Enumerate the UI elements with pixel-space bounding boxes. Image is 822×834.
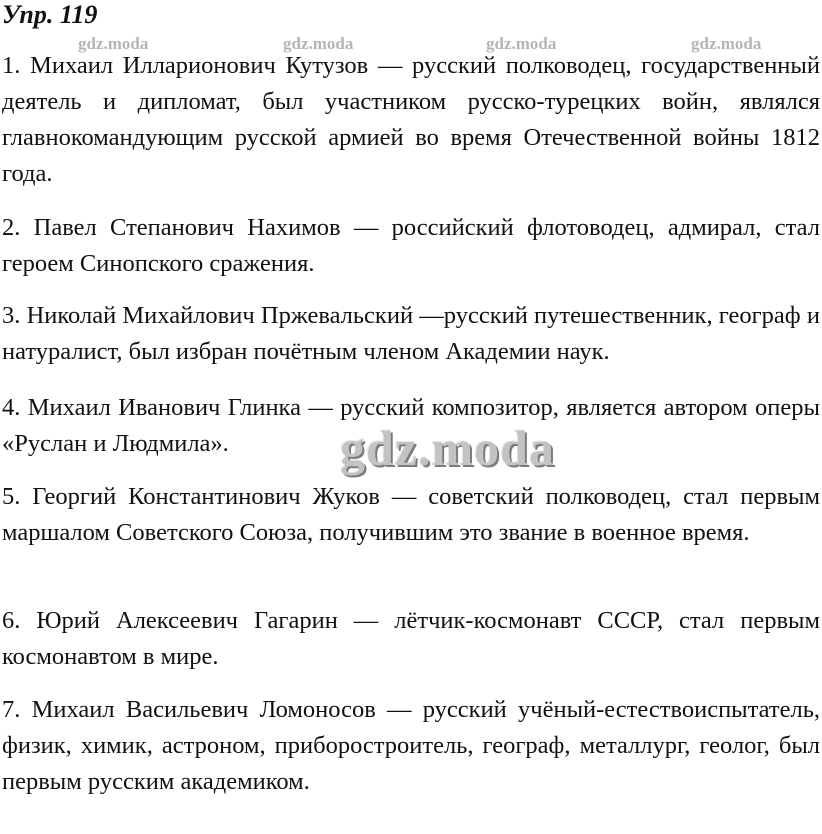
watermark-large: gdz.moda	[340, 420, 555, 476]
paragraph-glinka: 4. Михаил Иванович Глинка — русский композитор, является автором оперы «Руслан и Людмила».	[2, 394, 820, 457]
paragraph-gagarin: 6. Юрий Алексеевич Гагарин — лётчик-космонавт СССР, стал первым космонавтом в мире.	[2, 607, 820, 670]
exercise-title: Упр. 119	[2, 0, 98, 29]
paragraph-lomonosov: 7. Михаил Васильевич Ломоносов — русский учёный-естествоиспытатель, физик, химик, астроном, приборостроитель, географ, металлург, геолог, был первым русским академиком.	[2, 696, 820, 795]
watermark-small: gdz.moda	[283, 34, 354, 53]
paragraph-kutuzov: 1. Михаил Илларионович Кутузов — русский полководец, государственный деятель и дипломат, был участником русско-турецких войн, являлся главнокомандующим русской армией во время Отечественной войны 1812 года.	[2, 52, 820, 187]
paragraph-nakhimov: 2. Павел Степанович Нахимов — российский флотоводец, адмирал, стал героем Синопского сражения.	[2, 214, 820, 277]
watermark-small: gdz.moda	[78, 34, 149, 53]
paragraph-zhukov: 5. Георгий Константинович Жуков — советский полководец, стал первым маршалом Советского Союза, получившим это звание в военное время.	[2, 483, 820, 546]
watermark-small: gdz.moda	[486, 34, 557, 53]
watermark-small: gdz.moda	[691, 34, 762, 53]
paragraph-przhevalsky: 3. Николай Михайлович Пржевальский —русский путешественник, географ и натуралист, был избран почётным членом Академии наук.	[2, 302, 820, 365]
